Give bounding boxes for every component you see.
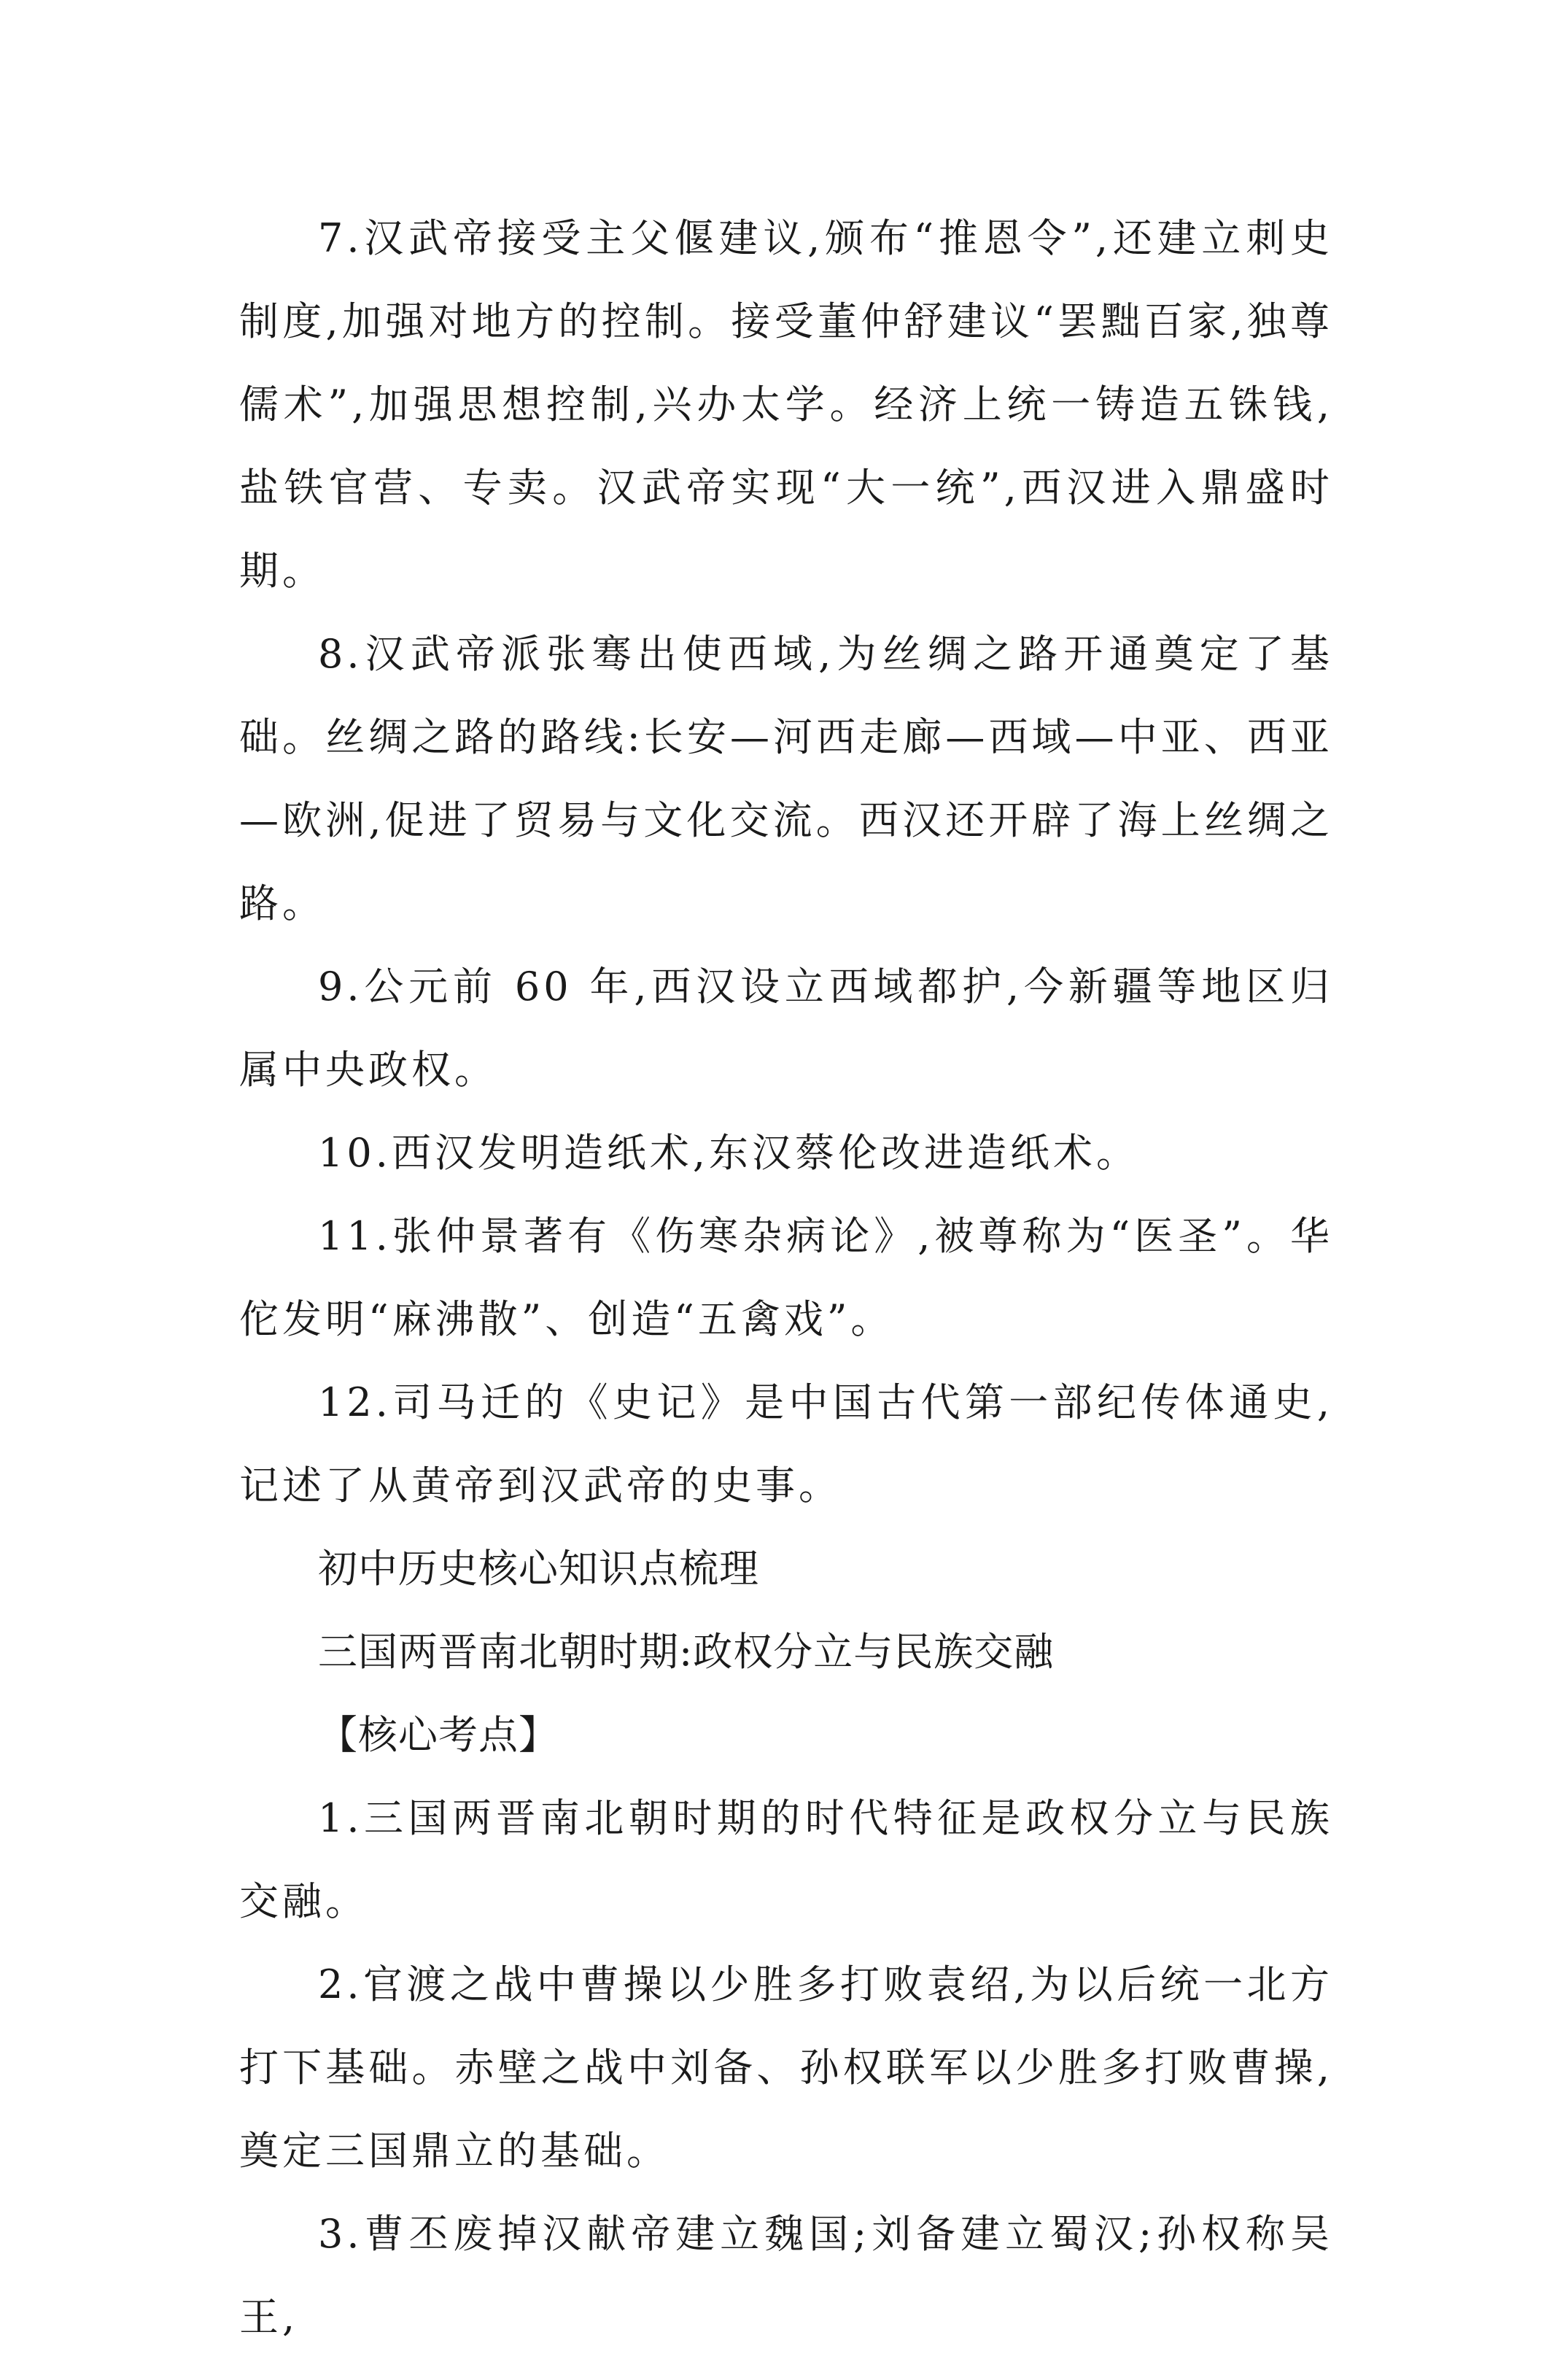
paragraph-7: 7.汉武帝接受主父偃建议,颁布“推恩令”,还建立刺史制度,加强对地方的控制。接受董仲舒建议“罢黜百家,独尊儒术”,加强思想控制,兴办太学。经济上统一铸造五铢钱,盐铁官营、专卖。汉武帝实现“大一统”,西汉进入鼎盛时期。 — [239, 215, 1333, 594]
section-title: 初中历史核心知识点梳理 — [318, 1546, 759, 1592]
paragraph-12: 12.司马迁的《史记》是中国古代第一部纪传体通史,记述了从黄帝到汉武帝的史事。 — [239, 1379, 1333, 1508]
section-subtitle: 三国两晋南北朝时期:政权分立与民族交融 — [318, 1629, 1055, 1675]
paragraph-10: 10.西汉发明造纸术,东汉蔡伦改进造纸术。 — [318, 1130, 1140, 1176]
paragraph-9: 9.公元前 60 年,西汉设立西域都护,今新疆等地区归属中央政权。 — [239, 964, 1333, 1093]
point-3: 3.曹丕废掉汉献帝建立魏国;刘备建立蜀汉;孙权称吴王, — [239, 2211, 1333, 2340]
document-body — [239, 197, 1333, 2359]
section-label: 【核心考点】 — [318, 1712, 559, 1758]
point-2: 2.官渡之战中曹操以少胜多打败袁绍,为以后统一北方打下基础。赤壁之战中刘备、孙权联军以少胜多打败曹操,奠定三国鼎立的基础。 — [239, 1961, 1333, 2174]
point-1: 1.三国两晋南北朝时期的时代特征是政权分立与民族交融。 — [239, 1795, 1333, 1924]
paragraph-11: 11.张仲景著有《伤寒杂病论》,被尊称为“医圣”。华佗发明“麻沸散”、创造“五禽戏”。 — [239, 1213, 1333, 1342]
paragraph-8: 8.汉武帝派张骞出使西域,为丝绸之路开通奠定了基础。丝绸之路的路线:长安—河西走廊—西域—中亚、西亚—欧洲,促进了贸易与文化交流。西汉还开辟了海上丝绸之路。 — [239, 631, 1333, 926]
